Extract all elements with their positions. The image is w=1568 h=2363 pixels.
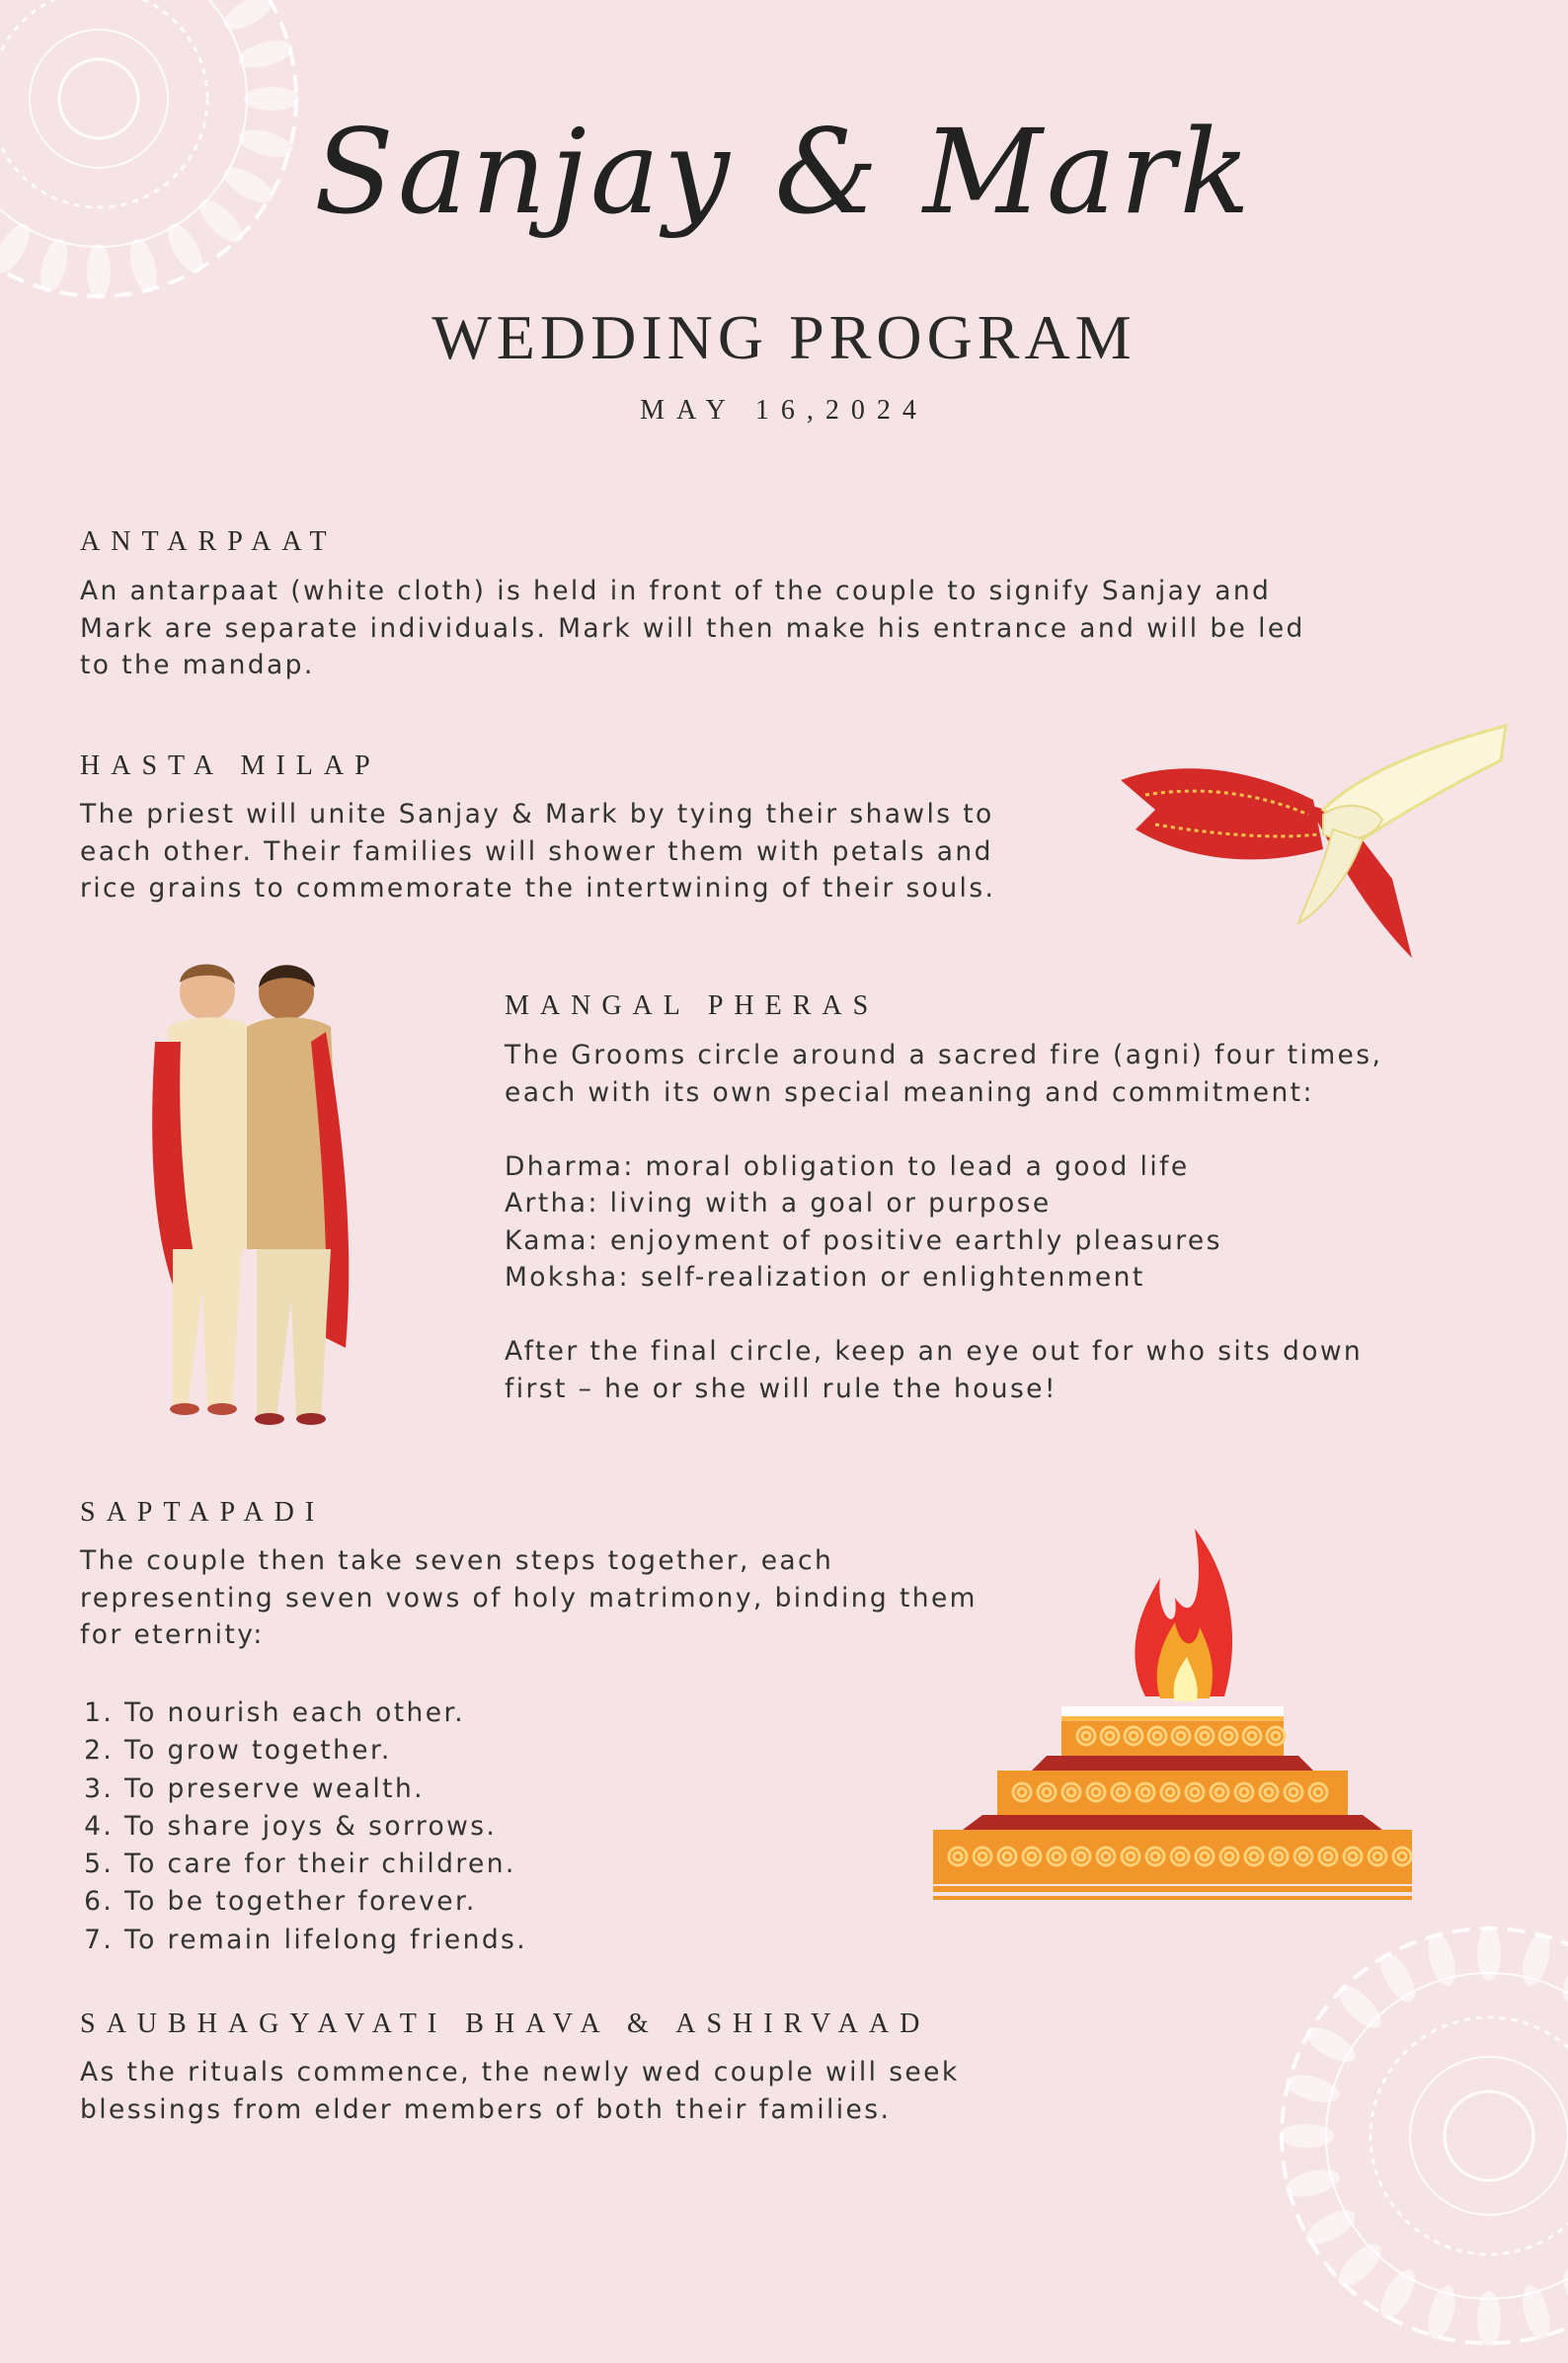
couple-names: Sanjay & Mark: [314, 104, 1254, 240]
list-item: 6. To be together forever.: [124, 1883, 816, 1921]
list-item: 5. To care for their children.: [124, 1846, 816, 1883]
text-antarpaat: An antarpaat (white cloth) is held in front of the couple to signify Sanjay and Mark are separate individuals. Mark will then make his entrance and will be led to the mandap.: [80, 576, 1305, 680]
wedding-date: MAY 16,2024: [640, 395, 928, 426]
heading-saptapadi: SAPTAPADI: [80, 1497, 326, 1528]
text-saptapadi-intro: The couple then take seven steps together, each representing seven vows of holy matrimony, binding them for eternity:: [80, 1545, 978, 1650]
text-saubhagyavati-bhava: As the rituals commence, the newly wed couple will seek blessings from elder members of both their families.: [80, 2057, 960, 2125]
list-item: 3. To preserve wealth.: [124, 1771, 816, 1808]
sacred-fire-illustration: [928, 1529, 1422, 1909]
heading-saubhagyavati-bhava: SAUBHAGYAVATI BHAVA & ASHIRVAAD: [80, 2009, 931, 2039]
list-item: 2. To grow together.: [124, 1732, 816, 1770]
program-title: WEDDING PROGRAM: [431, 302, 1137, 372]
text-mangal-pheras: The Grooms circle around a sacred fire (agni) four times, each with its own special meaning and commitment: Dharma: moral obligation to lead a good life Artha: living with a goal or purpose Kama: enjoyment of positive earthly pleasures Moksha: self-realization or enlightenment After the final circle, keep an eye out for who sits down first – he or she will rule the house!: [505, 1040, 1383, 1404]
mandala-ornament-bottom-right: [1262, 1909, 1568, 2363]
heading-mangal-pheras: MANGAL PHERAS: [505, 990, 880, 1021]
heading-hasta-milap: HASTA MILAP: [80, 750, 381, 781]
saptapadi-vows-list: [80, 1694, 816, 1959]
list-item: 7. To remain lifelong friends.: [124, 1922, 816, 1959]
tied-shawls-illustration: [1116, 721, 1511, 968]
heading-antarpaat: ANTARPAAT: [80, 526, 338, 557]
list-item: 1. To nourish each other.: [124, 1694, 816, 1732]
grooms-illustration: [133, 953, 390, 1447]
text-hasta-milap: The priest will unite Sanjay & Mark by tying their shawls to each other. Their families will shower them with petals and rice grains to commemorate the intertwining of their souls.: [80, 799, 996, 904]
list-item: 4. To share joys & sorrows.: [124, 1808, 816, 1846]
